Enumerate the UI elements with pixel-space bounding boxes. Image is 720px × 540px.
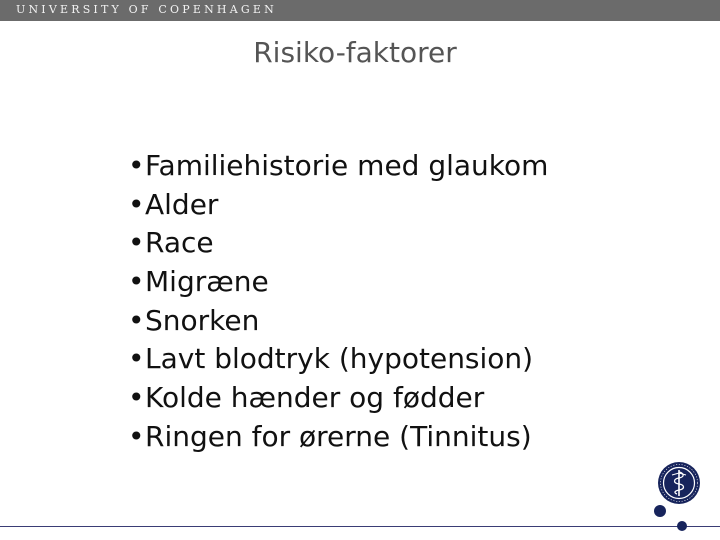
bullet-text: Familiehistorie med glaukom — [145, 149, 549, 182]
bullet-item — [128, 224, 548, 263]
bullet-item — [128, 379, 548, 418]
bullet-item — [128, 147, 548, 186]
institution-name: UNIVERSITY OF COPENHAGEN — [16, 3, 277, 16]
bullet-dot: • — [128, 381, 145, 415]
bullet-text: Migræne — [145, 265, 269, 299]
bullet-text: Snorken — [145, 303, 260, 337]
bullet-dot: • — [128, 303, 145, 337]
logo-dot-icon — [677, 521, 687, 531]
bullet-dot: • — [128, 342, 145, 376]
bullet-dot: • — [128, 226, 145, 260]
bullet-item — [128, 418, 548, 457]
bullet-dot: • — [128, 419, 145, 453]
university-seal-icon — [657, 461, 701, 505]
footer-divider — [0, 526, 720, 527]
bullet-item — [128, 186, 548, 225]
bullet-item — [128, 302, 548, 341]
bullet-dot: • — [128, 265, 145, 299]
logo-dot-icon — [654, 505, 666, 517]
bullet-text: Alder — [145, 187, 219, 221]
bullet-text: Race — [145, 226, 214, 260]
bullet-text: Ringen for ørerne (Tinnitus) — [145, 419, 532, 453]
bullet-text: Kolde hænder og fødder — [145, 381, 485, 415]
bullet-text: Lavt blodtryk (hypotension) — [145, 342, 534, 376]
bullet-dot: • — [128, 149, 145, 182]
bullet-item — [128, 263, 548, 302]
bullet-list — [128, 147, 548, 457]
bullet-dot: • — [128, 187, 145, 221]
slide-title: Risiko-faktorer — [253, 36, 457, 69]
header-band — [0, 0, 720, 21]
bullet-item — [128, 340, 548, 379]
